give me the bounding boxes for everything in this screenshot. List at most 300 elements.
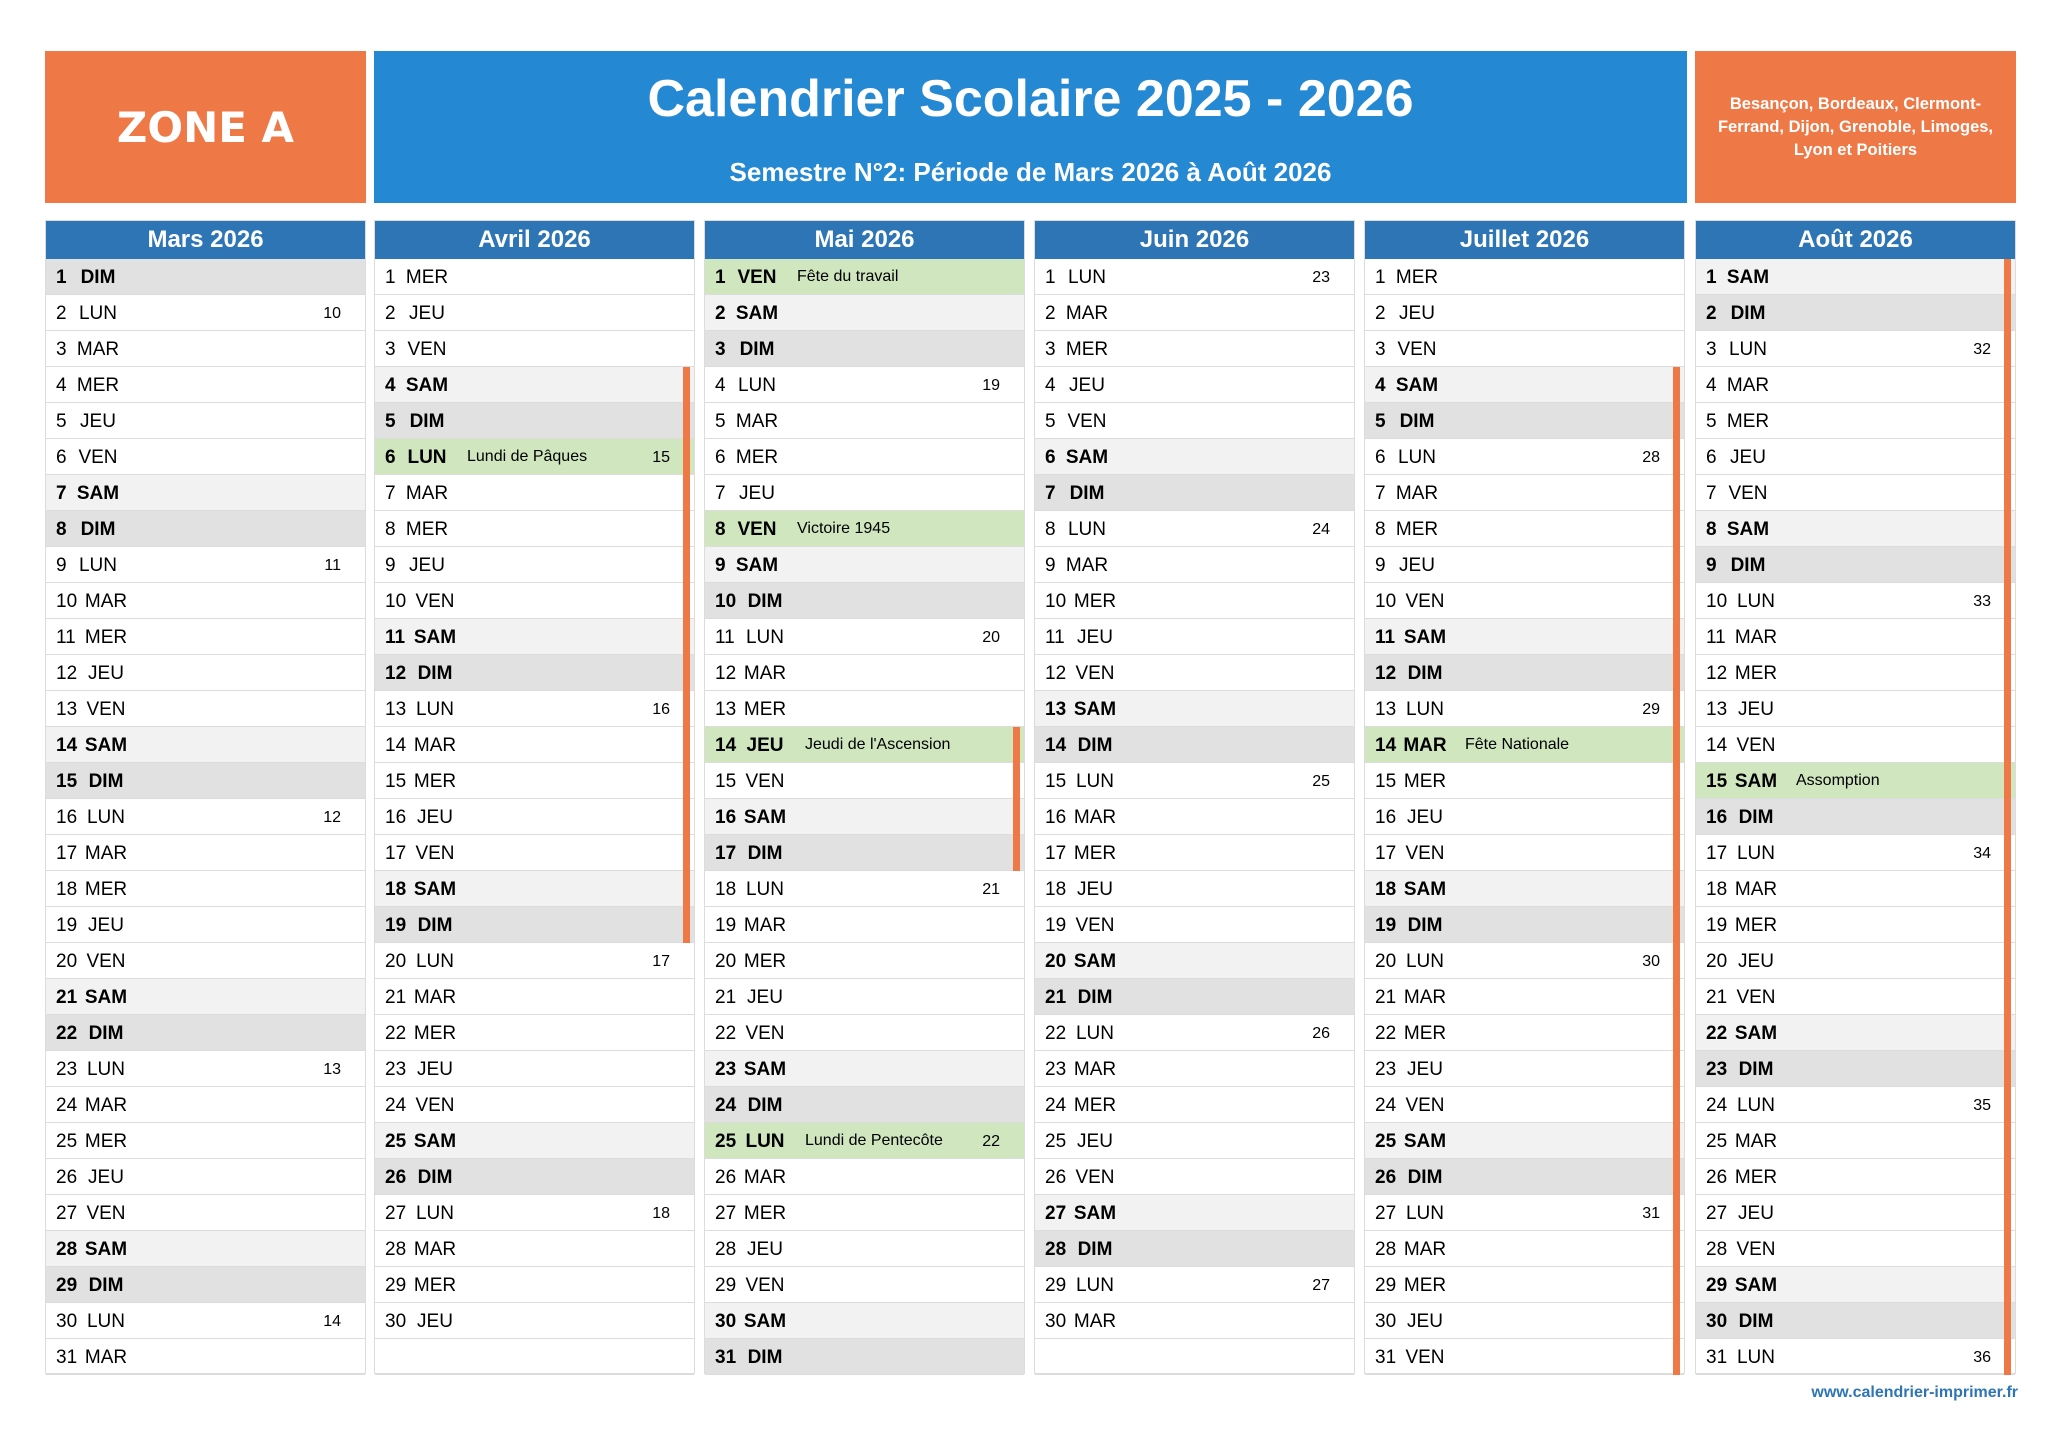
day-number: 28 — [715, 1239, 737, 1260]
day-row — [1696, 1123, 2015, 1159]
day-name: SAM — [405, 375, 449, 396]
day-name: SAM — [1403, 879, 1447, 900]
day-name: DIM — [747, 591, 783, 612]
day-row — [1696, 1015, 2015, 1051]
day-name: JEU — [1077, 1131, 1113, 1152]
day-row — [46, 1015, 365, 1051]
day-row — [705, 1015, 1024, 1051]
day-name: JEU — [1077, 627, 1113, 648]
day-row — [1035, 835, 1354, 871]
day-name: DIM — [1738, 807, 1774, 828]
day-row — [46, 1339, 365, 1375]
day-name: VEN — [745, 1275, 785, 1296]
day-name: MER — [84, 1131, 128, 1152]
day-name: LUN — [1405, 1203, 1444, 1224]
holiday-label: Jeudi de l'Ascension — [805, 736, 951, 753]
day-row — [705, 1303, 1024, 1339]
day-name: DIM — [1730, 555, 1766, 576]
vacation-marker — [683, 475, 690, 511]
day-row — [1696, 1339, 2015, 1375]
day-name: DIM — [1077, 1239, 1113, 1260]
day-number: 13 — [1045, 699, 1067, 720]
day-row — [1696, 907, 2015, 943]
day-row — [375, 331, 694, 367]
day-number: 22 — [1045, 1023, 1067, 1044]
day-row — [375, 295, 694, 331]
day-number: 6 — [715, 447, 726, 468]
week-number: 11 — [324, 557, 341, 574]
day-row — [1696, 799, 2015, 835]
vacation-marker — [2004, 1231, 2011, 1267]
day-number: 11 — [1375, 627, 1396, 648]
day-row — [1365, 1267, 1684, 1303]
day-row — [375, 475, 694, 511]
day-number: 13 — [56, 699, 78, 720]
vacation-marker — [2004, 907, 2011, 943]
day-name: MER — [1065, 339, 1109, 360]
week-number: 19 — [982, 377, 1000, 394]
day-number: 26 — [1045, 1167, 1067, 1188]
day-row — [46, 907, 365, 943]
vacation-marker — [2004, 1123, 2011, 1159]
day-row — [1365, 727, 1684, 763]
day-number: 10 — [1045, 591, 1067, 612]
day-row — [375, 1015, 694, 1051]
day-number: 5 — [1045, 411, 1056, 432]
vacation-marker — [1673, 1087, 1680, 1123]
day-number: 20 — [56, 951, 78, 972]
day-row — [1365, 871, 1684, 907]
day-name: SAM — [413, 879, 457, 900]
day-number: 28 — [1045, 1239, 1067, 1260]
day-number: 21 — [56, 987, 78, 1008]
day-row — [46, 835, 365, 871]
page-subtitle: Semestre N°2: Période de Mars 2026 à Août 2026 — [729, 157, 1332, 187]
day-name: SAM — [1403, 1131, 1447, 1152]
day-number: 9 — [1706, 555, 1717, 576]
day-name: VEN — [737, 519, 777, 540]
day-row — [1035, 295, 1354, 331]
day-name: SAM — [743, 807, 787, 828]
day-row — [1035, 1231, 1354, 1267]
day-number: 13 — [385, 699, 407, 720]
day-row — [46, 1051, 365, 1087]
day-row — [1365, 1087, 1684, 1123]
day-number: 17 — [56, 843, 78, 864]
week-number: 14 — [323, 1313, 341, 1330]
day-name: SAM — [1726, 267, 1770, 288]
day-number: 4 — [1706, 375, 1717, 396]
day-name: MER — [1073, 843, 1117, 864]
day-name: DIM — [80, 267, 116, 288]
vacation-marker — [683, 583, 690, 619]
week-number: 31 — [1642, 1205, 1660, 1222]
day-name: MAR — [1073, 1059, 1117, 1080]
day-name: MER — [743, 951, 787, 972]
day-name: MAR — [1073, 807, 1117, 828]
day-name: JEU — [1399, 555, 1435, 576]
day-name: MAR — [1065, 555, 1109, 576]
day-name: JEU — [746, 735, 784, 756]
day-name: DIM — [88, 771, 124, 792]
vacation-marker — [2004, 799, 2011, 835]
day-row — [1365, 655, 1684, 691]
day-row — [46, 691, 365, 727]
day-number: 1 — [1706, 267, 1717, 288]
day-name: MAR — [743, 663, 787, 684]
day-row — [1696, 1231, 2015, 1267]
day-row — [1365, 331, 1684, 367]
day-number: 29 — [56, 1275, 78, 1296]
day-row — [1035, 1087, 1354, 1123]
week-number: 30 — [1642, 953, 1660, 970]
day-number: 17 — [385, 843, 407, 864]
day-name: LUN — [1405, 699, 1444, 720]
day-name: LUN — [1075, 1023, 1114, 1044]
day-number: 4 — [385, 375, 396, 396]
day-name: LUN — [745, 879, 784, 900]
day-row — [1696, 1087, 2015, 1123]
day-number: 4 — [1375, 375, 1386, 396]
vacation-marker — [2004, 1303, 2011, 1339]
day-number: 15 — [1706, 771, 1728, 792]
vacation-marker — [1673, 691, 1680, 727]
day-number: 23 — [1375, 1059, 1397, 1080]
day-number: 12 — [1706, 663, 1728, 684]
day-number: 12 — [56, 663, 78, 684]
day-row — [1696, 475, 2015, 511]
day-name: MER — [1403, 771, 1447, 792]
day-row — [1365, 691, 1684, 727]
vacation-marker — [1673, 439, 1680, 475]
day-row — [1035, 511, 1354, 547]
day-number: 25 — [385, 1131, 407, 1152]
day-name: JEU — [1730, 447, 1766, 468]
day-number: 13 — [1375, 699, 1397, 720]
day-row — [705, 835, 1024, 871]
day-row — [1365, 295, 1684, 331]
day-number: 6 — [385, 447, 396, 468]
day-name: SAM — [84, 1239, 128, 1260]
vacation-marker — [1673, 511, 1680, 547]
day-name: LUN — [1067, 519, 1106, 540]
day-number: 25 — [56, 1131, 78, 1152]
day-number: 29 — [385, 1275, 407, 1296]
day-row — [46, 511, 365, 547]
day-number: 5 — [56, 411, 67, 432]
day-number: 13 — [1706, 699, 1728, 720]
day-number: 9 — [1375, 555, 1386, 576]
vacation-marker — [683, 907, 690, 943]
day-number: 14 — [1375, 735, 1397, 756]
day-name: MER — [405, 267, 449, 288]
day-name: MAR — [1726, 375, 1770, 396]
day-name: VEN — [1075, 663, 1115, 684]
vacation-marker — [1673, 619, 1680, 655]
day-row — [46, 1267, 365, 1303]
day-number: 20 — [1045, 951, 1067, 972]
day-row — [705, 439, 1024, 475]
day-name: SAM — [1726, 519, 1770, 540]
week-number: 21 — [982, 881, 1000, 898]
day-number: 30 — [385, 1311, 407, 1332]
day-row — [375, 511, 694, 547]
day-number: 7 — [1375, 483, 1386, 504]
day-row — [705, 691, 1024, 727]
day-name: JEU — [88, 1167, 124, 1188]
day-number: 21 — [385, 987, 407, 1008]
day-row — [1035, 799, 1354, 835]
day-number: 27 — [715, 1203, 737, 1224]
day-name: DIM — [739, 339, 775, 360]
day-number: 8 — [1375, 519, 1386, 540]
day-name: VEN — [1405, 591, 1445, 612]
day-name: MER — [413, 1275, 457, 1296]
day-name: DIM — [1738, 1059, 1774, 1080]
day-name: MAR — [743, 915, 787, 936]
day-number: 10 — [715, 591, 737, 612]
day-number: 18 — [1706, 879, 1728, 900]
vacation-marker — [683, 439, 690, 475]
week-number: 15 — [652, 449, 670, 466]
day-name: JEU — [1738, 951, 1774, 972]
day-name: SAM — [735, 303, 779, 324]
vacation-marker — [1673, 799, 1680, 835]
day-row — [375, 1303, 694, 1339]
day-name: VEN — [1736, 735, 1776, 756]
day-row — [1365, 547, 1684, 583]
day-row — [46, 1303, 365, 1339]
day-name: MER — [1734, 1167, 1778, 1188]
day-name: DIM — [747, 1095, 783, 1116]
day-number: 16 — [1045, 807, 1067, 828]
vacation-marker — [2004, 1267, 2011, 1303]
day-name: LUN — [1405, 951, 1444, 972]
day-number: 18 — [56, 879, 78, 900]
day-name: JEU — [417, 807, 453, 828]
vacation-marker — [2004, 547, 2011, 583]
day-row — [1035, 727, 1354, 763]
holiday-label: Assomption — [1796, 772, 1880, 789]
day-row — [375, 547, 694, 583]
month-title: Avril 2026 — [375, 221, 694, 259]
day-number: 1 — [715, 267, 726, 288]
week-number: 35 — [1973, 1097, 1991, 1114]
day-row — [46, 1159, 365, 1195]
day-name: MER — [1395, 267, 1439, 288]
day-row — [1696, 655, 2015, 691]
day-row — [375, 367, 694, 403]
vacation-marker — [1673, 583, 1680, 619]
day-name: LUN — [745, 1131, 785, 1152]
day-row — [1365, 1159, 1684, 1195]
day-row — [1035, 403, 1354, 439]
vacation-marker — [2004, 979, 2011, 1015]
day-name: MAR — [1073, 1311, 1117, 1332]
day-row — [1696, 1051, 2015, 1087]
vacation-marker — [683, 799, 690, 835]
day-number: 26 — [1706, 1167, 1728, 1188]
day-name: DIM — [1730, 303, 1766, 324]
day-number: 8 — [1706, 519, 1717, 540]
day-row — [375, 1123, 694, 1159]
day-name: MAR — [84, 591, 128, 612]
day-name: DIM — [417, 663, 453, 684]
day-number: 12 — [715, 663, 737, 684]
vacation-marker — [2004, 331, 2011, 367]
day-name: MAR — [84, 843, 128, 864]
day-number: 11 — [385, 627, 406, 648]
day-name: MER — [743, 1203, 787, 1224]
day-row — [1035, 763, 1354, 799]
day-number: 31 — [715, 1347, 737, 1368]
day-row — [1696, 691, 2015, 727]
day-row — [1365, 439, 1684, 475]
vacation-marker — [1673, 1195, 1680, 1231]
day-number: 3 — [1375, 339, 1386, 360]
vacation-marker — [2004, 691, 2011, 727]
day-number: 24 — [385, 1095, 407, 1116]
day-number: 16 — [1706, 807, 1728, 828]
day-name: JEU — [1407, 807, 1443, 828]
week-number: 32 — [1973, 341, 1991, 358]
day-name: LUN — [415, 1203, 454, 1224]
day-name: SAM — [84, 735, 128, 756]
day-name: SAM — [1073, 1203, 1117, 1224]
day-number: 16 — [1375, 807, 1397, 828]
vacation-marker — [2004, 1159, 2011, 1195]
day-name: JEU — [88, 663, 124, 684]
day-row — [46, 331, 365, 367]
day-number: 15 — [56, 771, 78, 792]
day-number: 10 — [56, 591, 78, 612]
day-row — [1696, 547, 2015, 583]
vacation-marker — [2004, 1051, 2011, 1087]
week-number: 25 — [1312, 773, 1330, 790]
vacation-marker — [683, 727, 690, 763]
day-name: JEU — [747, 1239, 783, 1260]
day-number: 7 — [715, 483, 726, 504]
day-name: SAM — [735, 555, 779, 576]
vacation-marker — [2004, 259, 2011, 295]
day-name: MAR — [84, 1095, 128, 1116]
day-number: 19 — [56, 915, 78, 936]
day-number: 11 — [715, 627, 735, 648]
day-row — [705, 1267, 1024, 1303]
day-row — [705, 367, 1024, 403]
day-row — [1035, 907, 1354, 943]
day-number: 30 — [1706, 1311, 1728, 1332]
day-number: 19 — [1706, 915, 1728, 936]
day-name: MER — [1726, 411, 1770, 432]
day-number: 26 — [1375, 1167, 1397, 1188]
day-row — [705, 1051, 1024, 1087]
day-row — [46, 727, 365, 763]
vacation-marker — [1673, 1303, 1680, 1339]
week-number: 33 — [1973, 593, 1991, 610]
day-row — [705, 475, 1024, 511]
day-row — [1035, 691, 1354, 727]
day-row — [1035, 1051, 1354, 1087]
day-number: 20 — [385, 951, 407, 972]
vacation-marker — [1673, 475, 1680, 511]
day-row — [1696, 871, 2015, 907]
day-row — [1035, 1159, 1354, 1195]
empty-row — [1035, 1339, 1354, 1375]
day-row — [375, 259, 694, 295]
day-name: VEN — [1075, 1167, 1115, 1188]
day-name: MAR — [76, 339, 120, 360]
day-name: MER — [1403, 1023, 1447, 1044]
day-name: MER — [743, 699, 787, 720]
day-row — [46, 439, 365, 475]
day-name: DIM — [747, 1347, 783, 1368]
week-number: 18 — [652, 1205, 670, 1222]
day-name: MER — [1403, 1275, 1447, 1296]
day-number: 19 — [715, 915, 737, 936]
footer-url[interactable]: www.calendrier-imprimer.fr — [1811, 1384, 2018, 1401]
day-number: 20 — [1706, 951, 1728, 972]
day-name: DIM — [409, 411, 445, 432]
day-number: 20 — [1375, 951, 1397, 972]
day-row — [46, 259, 365, 295]
vacation-marker — [1673, 943, 1680, 979]
day-name: LUN — [1397, 447, 1436, 468]
day-number: 28 — [1375, 1239, 1397, 1260]
day-name: MER — [1734, 915, 1778, 936]
day-number: 9 — [1045, 555, 1056, 576]
month-title: Juillet 2026 — [1365, 221, 1684, 259]
day-row — [1365, 367, 1684, 403]
month-column — [1364, 220, 1685, 1374]
day-row — [46, 475, 365, 511]
title-banner — [374, 51, 1687, 203]
vacation-marker — [683, 511, 690, 547]
day-number: 15 — [1045, 771, 1067, 792]
day-number: 8 — [1045, 519, 1056, 540]
vacation-marker — [2004, 439, 2011, 475]
day-name: JEU — [409, 303, 445, 324]
day-name: DIM — [1077, 735, 1113, 756]
day-number: 5 — [385, 411, 396, 432]
day-name: LUN — [1728, 339, 1767, 360]
day-number: 4 — [56, 375, 67, 396]
day-row — [1696, 619, 2015, 655]
day-name: VEN — [86, 1203, 126, 1224]
day-row — [375, 1195, 694, 1231]
week-number: 26 — [1312, 1025, 1330, 1042]
day-name: LUN — [86, 1059, 125, 1080]
day-row — [1696, 763, 2015, 799]
day-row — [46, 655, 365, 691]
day-number: 21 — [1045, 987, 1067, 1008]
day-row — [1035, 475, 1354, 511]
day-number: 9 — [56, 555, 67, 576]
day-row — [705, 871, 1024, 907]
day-number: 29 — [1706, 1275, 1728, 1296]
day-name: LUN — [1736, 843, 1775, 864]
day-number: 21 — [1375, 987, 1397, 1008]
day-name: SAM — [1073, 699, 1117, 720]
day-name: JEU — [1407, 1059, 1443, 1080]
day-row — [46, 1123, 365, 1159]
day-number: 20 — [715, 951, 737, 972]
day-number: 23 — [385, 1059, 407, 1080]
day-name: DIM — [417, 1167, 453, 1188]
vacation-marker — [683, 619, 690, 655]
day-number: 14 — [715, 735, 737, 756]
day-number: 12 — [385, 663, 407, 684]
